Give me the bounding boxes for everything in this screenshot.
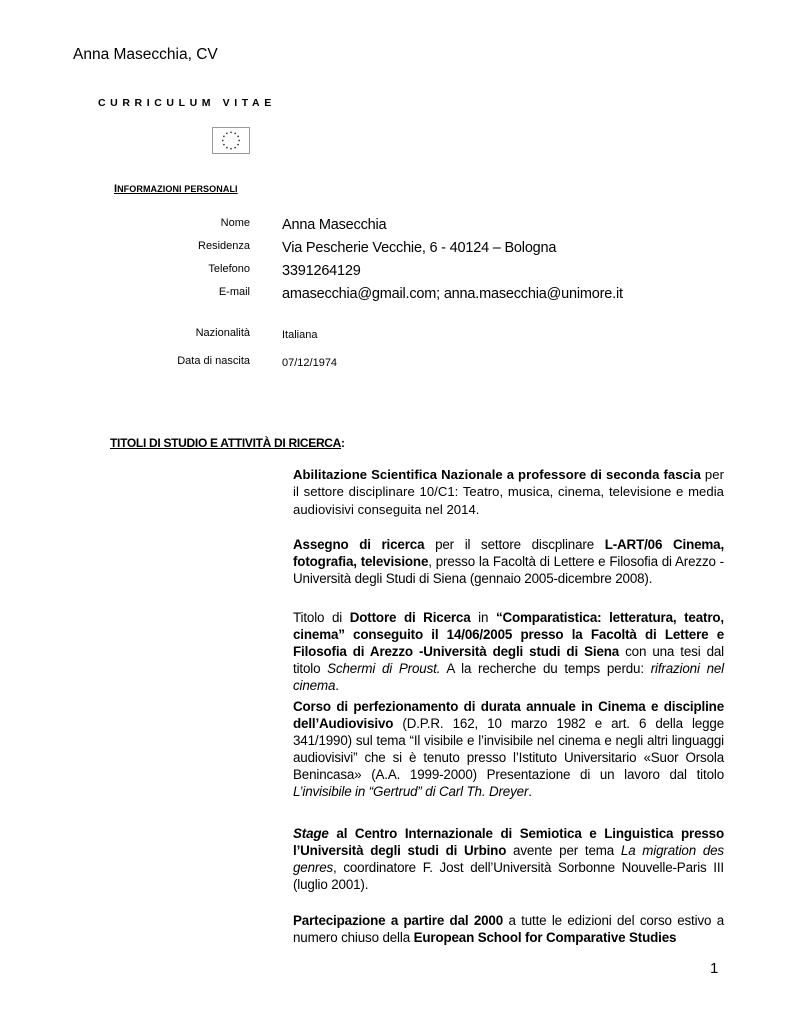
- field-value-nome: Anna Masecchia: [282, 217, 387, 233]
- text-run: a tutte le edizioni del corso estivo a numero chiuso della: [293, 913, 724, 946]
- text-run: avente per tema: [506, 843, 621, 859]
- section-title-personal-info: [114, 183, 238, 195]
- page-number: 1: [710, 960, 719, 977]
- eu-star-icon: [226, 133, 228, 135]
- text-run: , presso la Facoltà di Lettere e Filosofia di Arezzo - Università degli Studi di Siena (gennaio 2005-dicembre 2008).: [293, 554, 724, 587]
- field-value-residenza: Via Pescherie Vecchie, 6 - 40124 – Bologna: [282, 240, 557, 256]
- eu-star-icon: [234, 147, 236, 149]
- text-run: , coordinatore F. Jost dell’Università Sorbonne Nouvelle-Paris III (luglio 2001).: [293, 860, 724, 893]
- paragraph-dottorato: [293, 609, 724, 694]
- field-value-nazionalita: Italiana: [282, 329, 318, 341]
- text-run: .: [528, 784, 532, 800]
- text-run: (D.P.R. 162, 10 marzo 1982 e art. 6 della legge 341/1990) sul tema “Il visibile e l’invisibile nel cinema e negli altri linguaggi audiovisivi” che si è tenuto presso l’Istituto Universitario «Suor Orsola Benincasa» (A.A. 1999-2000) Presentazione di un lavoro dal titolo: [293, 716, 724, 783]
- text-run: per il settore disciplinare 10/C1: Teatro, musica, cinema, televisione e media audiovisivi conseguita nel 2014.: [293, 467, 724, 517]
- page-header-title: Anna Masecchia, CV: [73, 46, 218, 63]
- field-label-residenza: Residenza: [198, 240, 250, 252]
- paragraph-stage: [293, 825, 724, 893]
- text-run: Titolo di: [293, 610, 350, 625]
- field-label-nazionalita: Nazionalità: [195, 327, 250, 339]
- section-title-studies: [110, 436, 345, 450]
- text-run: La migration des genres: [293, 843, 724, 876]
- field-value-telefono: 3391264129: [282, 263, 361, 279]
- paragraph-assegno-ricerca: [293, 536, 724, 587]
- text-run: L-ART/06 Cinema, fotografia, televisione: [293, 537, 725, 570]
- text-run: .: [335, 678, 339, 694]
- field-label-email: E-mail: [218, 286, 250, 298]
- eu-star-icon: [237, 144, 239, 146]
- text-run: Assegno di ricerca: [293, 537, 425, 552]
- section-title-studies-text: TITOLI DI STUDIO E ATTIVITÀ DI RICERCA: [110, 436, 342, 450]
- text-run: rifrazioni nel cinema: [293, 661, 724, 694]
- field-value-data-nascita: 07/12/1974: [282, 357, 338, 369]
- eu-star-icon: [223, 144, 225, 146]
- field-label-data-nascita: Data di nascita: [177, 355, 250, 367]
- eu-star-icon: [222, 140, 224, 142]
- text-run: “Comparatistica: letteratura, teatro, cinema” conseguito il 14/06/2005 presso la Facoltà di Lettere e Filosofia di Arezzo -Università degli studi di Siena: [293, 610, 724, 660]
- text-run: per il settore discplinare: [424, 537, 605, 552]
- text-run: Schermi di Proust.: [327, 661, 441, 677]
- text-run: Abilitazione Scientifica Nazionale a professore di seconda fascia: [293, 467, 701, 482]
- eu-stars-icon: [213, 128, 249, 153]
- eu-star-icon: [230, 131, 232, 133]
- section-title-colon: :: [341, 436, 345, 450]
- eu-star-icon: [238, 140, 240, 142]
- paragraph-abilitazione: [293, 466, 724, 518]
- text-run: Partecipazione a partire dal 2000: [293, 913, 504, 928]
- text-run: Corso di perfezionamento di durata annuale in Cinema e discipline dell’Audiovisivo: [293, 699, 724, 732]
- field-label-telefono: Telefono: [208, 263, 250, 275]
- eu-star-icon: [223, 136, 225, 138]
- paragraph-corso-perfezionamento: [293, 698, 724, 801]
- text-run: con una tesi dal titolo: [293, 644, 724, 677]
- paragraph-partecipazione: [293, 912, 724, 946]
- eu-star-icon: [230, 148, 232, 150]
- text-run: European School for Comparative Studies: [413, 930, 677, 946]
- text-run: A la recherche du temps perdu:: [440, 661, 651, 677]
- section-title-initial: I: [114, 183, 118, 195]
- eu-star-icon: [237, 136, 239, 138]
- field-value-email: amasecchia@gmail.com; anna.masecchia@unimore.it: [282, 286, 623, 302]
- text-run: in: [470, 610, 496, 625]
- text-run: Dottore di Ricerca: [349, 610, 471, 625]
- text-run: al Centro Internazionale di Semiotica e Linguistica presso l’Università degli studi di Urbino: [293, 826, 724, 859]
- field-label-nome: Nome: [220, 217, 250, 229]
- section-title-rest: NFORMAZIONI PERSONALI: [117, 184, 238, 194]
- text-run: L’invisibile in “Gertrud” di Carl Th. Dreyer: [293, 784, 529, 800]
- eu-star-icon: [226, 147, 228, 149]
- eu-star-icon: [234, 133, 236, 135]
- cv-heading: CURRICULUM VITAE: [98, 97, 276, 109]
- text-run: Stage: [293, 826, 329, 841]
- eu-flag-icon: [212, 127, 250, 154]
